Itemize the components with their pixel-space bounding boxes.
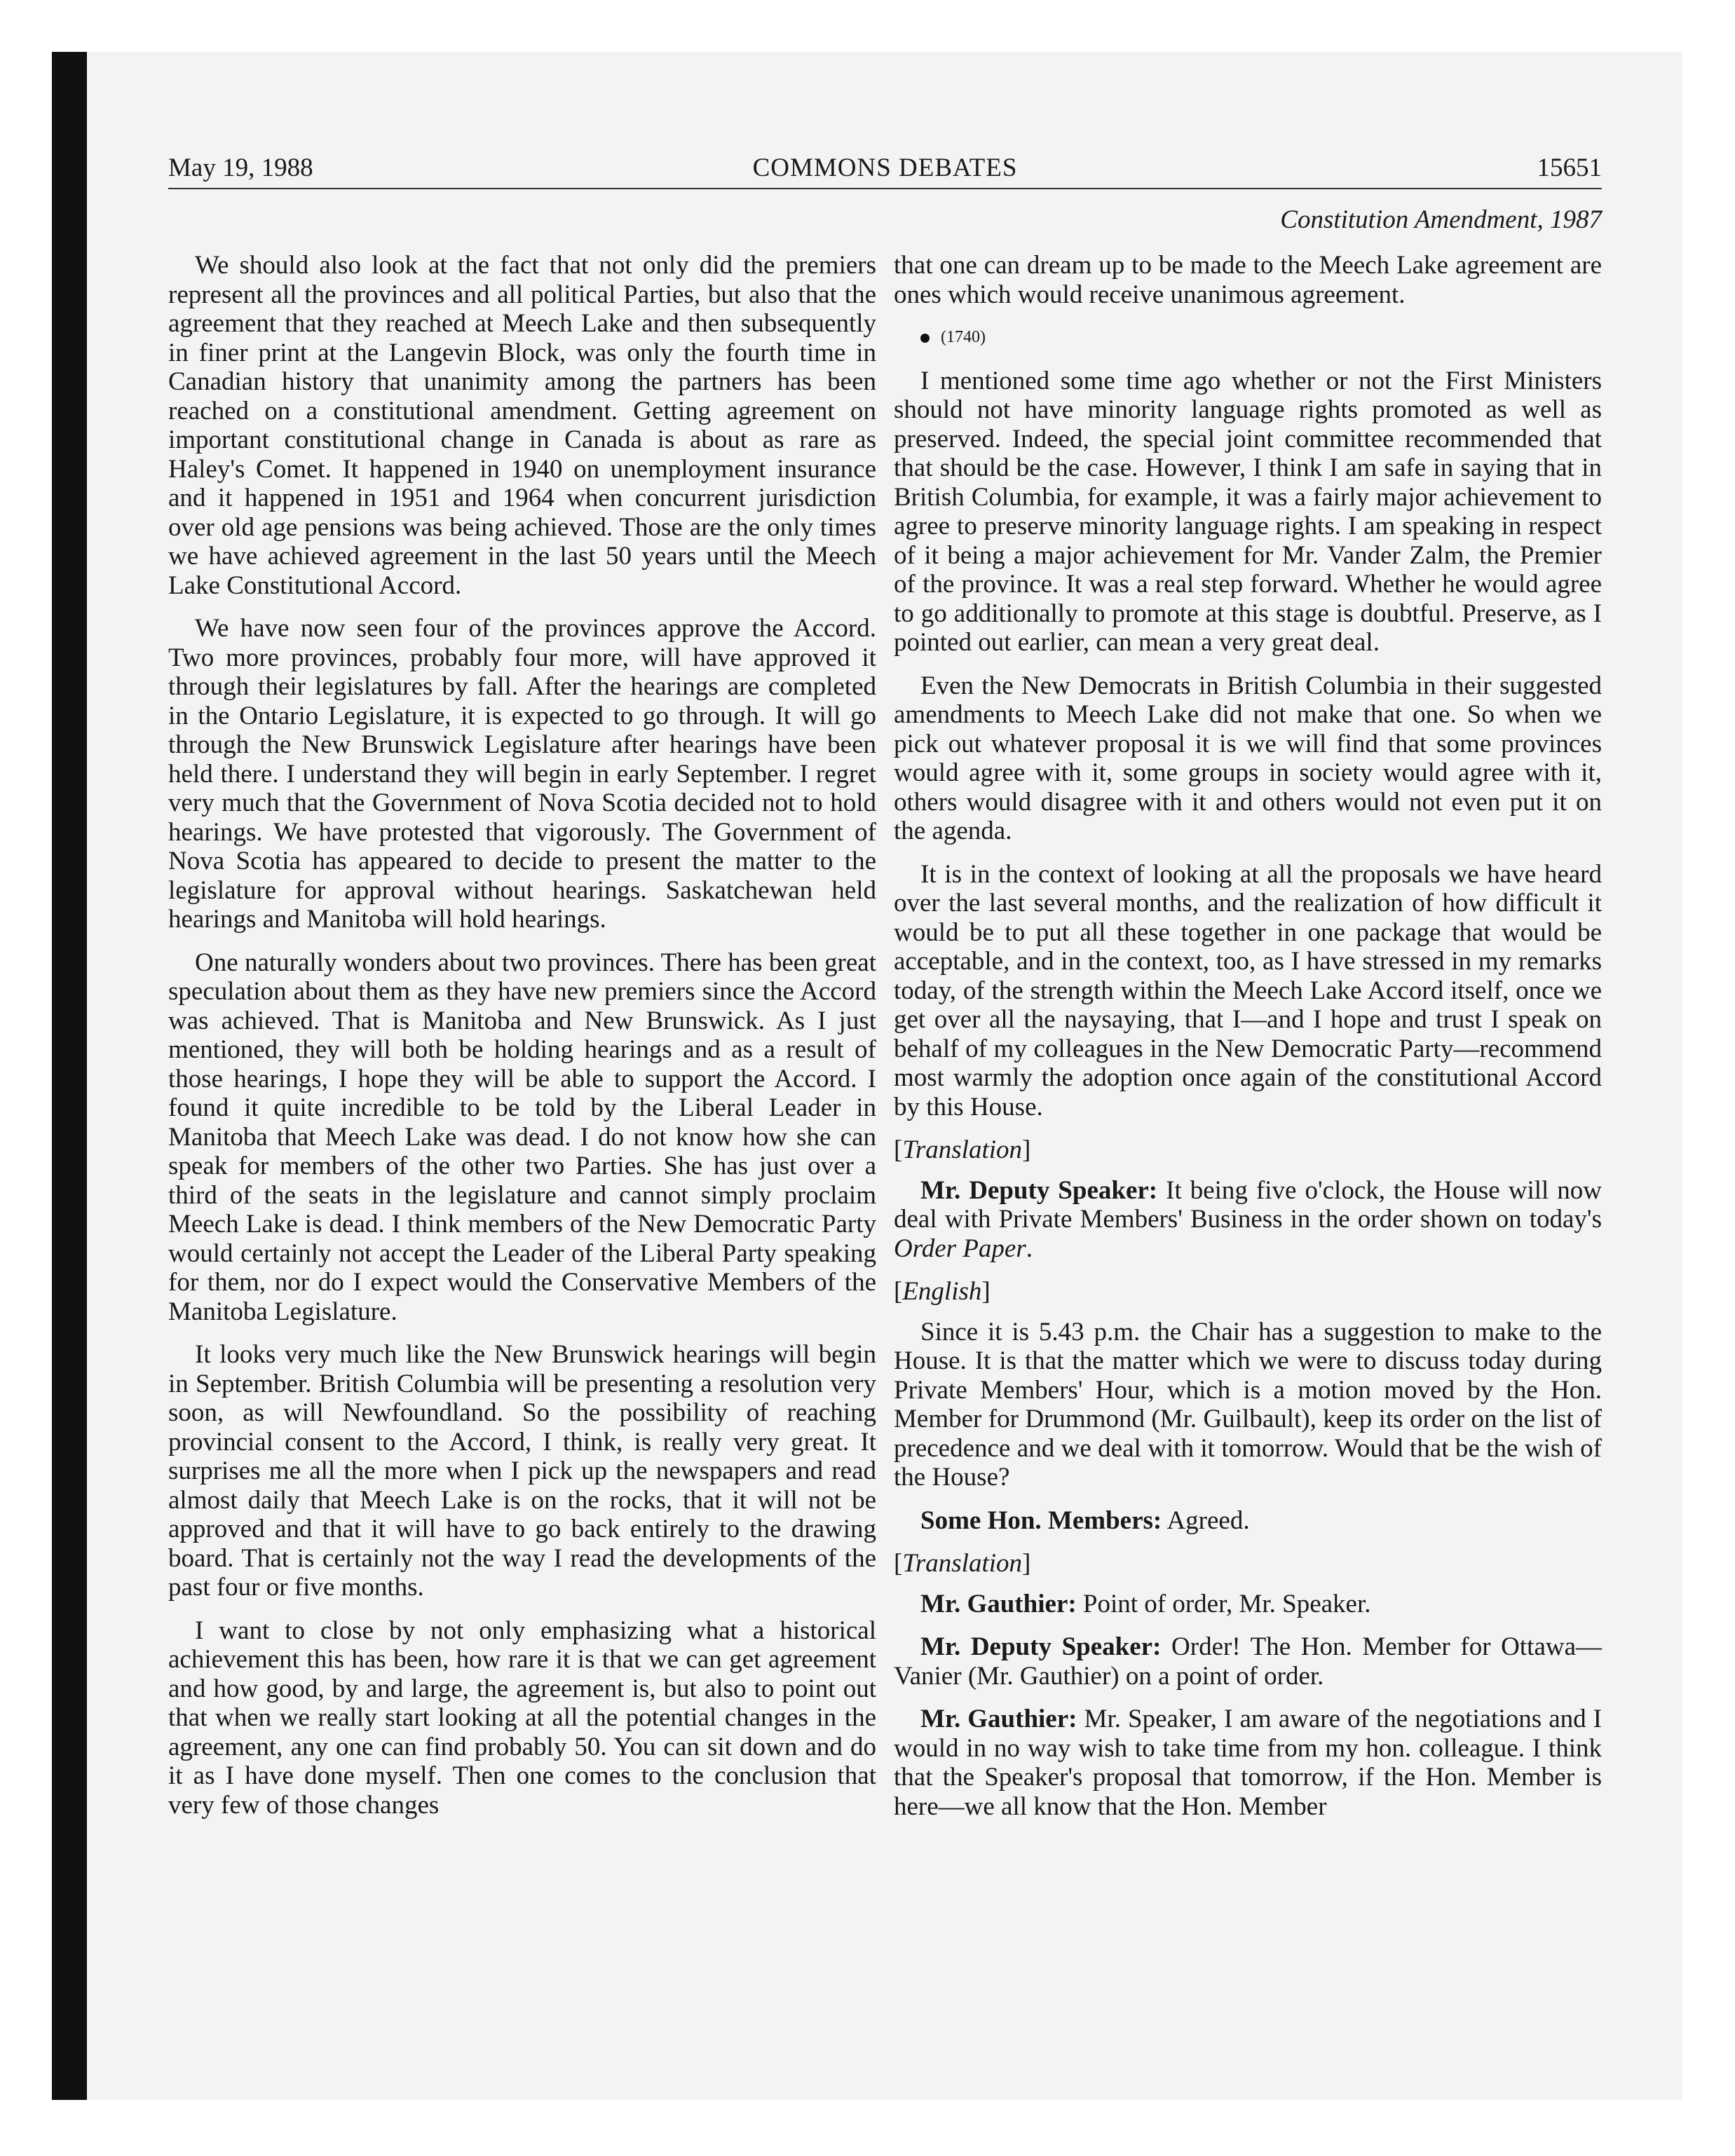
speech-text: Mr. Speaker, I am aware of the negotiations and I would in no way wish to take time from my hon. colleague. I think that the Speaker's proposal that tomorrow, if the Hon. Member is here—we all know that the Hon. Member [894,1705,1603,1821]
speaker-name: Mr. Gauthier: [920,1589,1077,1618]
speech [894,1590,1602,1619]
time-marker-text: (1740) [941,328,986,346]
speech [894,1705,1602,1821]
language-tag-text: Translation [902,1549,1023,1578]
left-column [168,251,876,1834]
speaker-name: Mr. Deputy Speaker: [920,1175,1158,1205]
speech-text: . [1026,1234,1033,1263]
speech-emphasis: Order Paper [894,1234,1026,1263]
header-date: May 19, 1988 [168,153,313,182]
header-publication: COMMONS DEBATES [752,153,1018,182]
paragraph: One naturally wonders about two provinces. There has been great speculation about them as they have new premiers since the Accord was achieved. That is Manitoba and New Brunswick. As I just mentioned, they will both be holding hearings and as a result of those hearings, I hope they will be able to support the Accord. I found it quite incredible to be told by the Liberal Leader in Manitoba that Meech Lake was dead. I do not know how she can speak for members of the other two Parties. She has just over a third of the seats in the legislature and cannot simply proclaim Meech Lake is dead. I think members of the New Democratic Party would certainly not accept the Leader of the Liberal Party speaking for them, nor do I expect would the Conservative Members of the Manitoba Legislature. [168,948,876,1326]
paragraph: We should also look at the fact that not only did the premiers represent all the provinces and all political Parties, but also that the agreement that they reached at Meech Lake and then subsequently in finer print at the Langevin Block, was only the fourth time in Canadian history that unanimity among the partners has been reached on a constitutional amendment. Getting agreement on important constitutional change in Canada is about as rare as Haley's Comet. It happened in 1940 on unemployment insurance and it happened in 1951 and 1964 when concurrent jurisdiction over old age pensions was being achieved. Those are the only times we have achieved agreement in the last 50 years until the Meech Lake Constitutional Accord. [168,251,876,600]
speech-text: Agreed. [1162,1506,1250,1535]
page-header [168,153,1602,188]
speech-text: It being five o'clock, the House will now deal with Private Members' Business in the order shown on today's [894,1175,1602,1234]
speaker-name: Mr. Deputy Speaker: [920,1632,1162,1661]
paragraph: It is in the context of looking at all the proposals we have heard over the last several months, and the realization of how difficult it would be to put all these together in one package that would be acceptable, and in the context, too, as I have stressed in my remarks today, of the strength within the Meech Lake Accord itself, once we get over all the naysaying, that I—and I hope and trust I speak on behalf of my colleagues in the New Democratic Party—recommend most warmly the adoption once again of the constitutional Accord by this House. [894,859,1602,1121]
speech [894,1506,1602,1536]
speaker-name: Some Hon. Members: [920,1506,1162,1535]
paragraph: Even the New Democrats in British Columbia in their suggested amendments to Meech Lake did not make that one. So when we pick out whatever proposal it is we will find that some provinces would agree with it, some groups in society would agree with it, others would disagree with it and others would not even put it on the agenda. [894,671,1602,845]
time-marker [894,323,1602,353]
bullet-icon [920,334,930,343]
paragraph: It looks very much like the New Brunswick hearings will begin in September. British Columbia will be presenting a resolution very soon, as will Newfoundland. So the possibility of reaching provincial consent to the Accord, I think, is really very great. It surprises me all the more when I pick up the newspapers and read almost daily that Meech Lake is on the rocks, that it will not be approved and that it will have to go back entirely to the drawing board. That is certainly not the way I read the developments of the past four or five months. [168,1340,876,1602]
right-column [894,251,1602,1835]
language-tag: [Translation] [894,1549,1031,1578]
paragraph-continuation: that one can dream up to be made to the Meech Lake agreement are ones which would receive unanimous agreement. [894,251,1602,309]
header-rule [168,188,1602,189]
paragraph: We have now seen four of the provinces approve the Accord. Two more provinces, probably four more, will have approved it through their legislatures by fall. After the hearings are completed in the Ontario Legislature, it is expected to go through. It will go through the New Brunswick Legislature after hearings have been held there. I understand they will begin in early September. I regret very much that the Government of Nova Scotia decided not to hold hearings. We have protested that vigorously. The Government of Nova Scotia has appeared to decide to present the matter to the legislature for approval without hearings. Saskatchewan held hearings and Manitoba will hold hearings. [168,614,876,934]
running-title: Constitution Amendment, 1987 [1280,205,1602,234]
scan-binding-edge [52,52,87,2100]
speech [894,1632,1602,1691]
header-page-number: 15651 [1537,153,1602,182]
paragraph: I want to close by not only emphasizing what a historical achievement this has been, how rare it is that we can get agreement and how good, by and large, the agreement is, but also to point out that when we really start looking at all the potential changes in the agreement, any one can find probably 50. You can sit down and do it as I have done myself. Then one comes to the conclusion that very few of those changes [168,1616,876,1820]
speaker-name: Mr. Gauthier: [920,1705,1077,1733]
language-tag: [Translation] [894,1135,1031,1164]
language-tag: [English] [894,1277,991,1306]
language-tag-text: English [902,1277,982,1306]
paragraph: I mentioned some time ago whether or not the First Ministers should not have minority language rights promoted as well as preserved. Indeed, the special joint committee recommended that that should be the case. However, I think I am safe in saying that in British Columbia, for example, it was a fairly major achievement to agree to preserve minority language rights. I am speaking in respect of it being a major achievement for Mr. Vander Zalm, the Premier of the province. It was a real step forward. Whether he would agree to go additionally to promote at this stage is doubtful. Preserve, as I pointed out earlier, can mean a very great deal. [894,366,1602,657]
speech-text: Order! The Hon. Member for Ottawa—Vanier (Mr. Gauthier) on a point of order. [894,1632,1603,1691]
language-tag-text: Translation [902,1135,1023,1164]
speech [894,1176,1602,1264]
speech-text: Point of order, Mr. Speaker. [1076,1589,1371,1618]
paragraph: Since it is 5.43 p.m. the Chair has a suggestion to make to the House. It is that the matter which we were to discuss today during Private Members' Hour, which is a motion moved by the Hon. Member for Drummond (Mr. Guilbault), keep its order on the list of precedence and we deal with it tomorrow. Would that be the wish of the House? [894,1317,1602,1492]
